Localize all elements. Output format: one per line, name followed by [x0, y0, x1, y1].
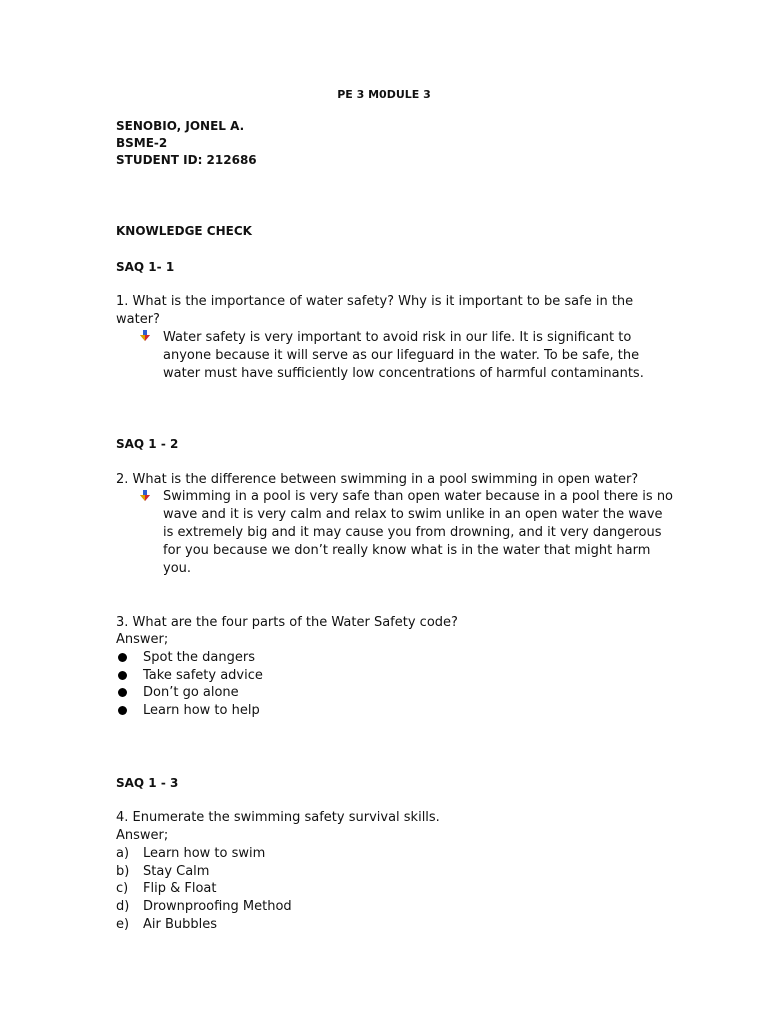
saq2-heading: SAQ 1 - 2 [116, 437, 179, 451]
survival-skill-item: Learn how to swim [143, 846, 266, 861]
answer-2 [163, 488, 674, 578]
survival-skill-item: Flip & Float [143, 881, 217, 896]
question-3-answer-label: Answer; [116, 632, 169, 647]
question-4: 4. Enumerate the swimming safety survival skills. [116, 810, 440, 825]
question-3: 3. What are the four parts of the Water Safety code? [116, 615, 458, 630]
water-safety-code-item: Take safety advice [143, 668, 263, 683]
arrow-bullet-icon [139, 490, 151, 502]
water-safety-code-item: Learn how to help [143, 703, 260, 718]
answer-2-line: for you because we don’t really know what is in the water that might harm [163, 543, 651, 558]
section-heading: KNOWLEDGE CHECK [116, 224, 252, 238]
survival-skill-item: Drownproofing Method [143, 899, 292, 914]
answer-1-line: Water safety is very important to avoid risk in our life. It is significant to [163, 330, 632, 345]
list-letter: b) [116, 864, 130, 879]
answer-1-line: anyone because it will serve as our lifeguard in the water. To be safe, the [163, 348, 640, 363]
list-letter: c) [116, 881, 129, 896]
saq1-heading: SAQ 1- 1 [116, 260, 175, 274]
student-id: STUDENT ID: 212686 [116, 153, 257, 167]
answer-2-line: wave and it is very calm and relax to swim unlike in an open water the wave [163, 507, 663, 522]
list-letter: d) [116, 899, 130, 914]
survival-skill-item: Stay Calm [143, 864, 210, 879]
document-title: PE 3 M0DULE 3 [337, 88, 431, 101]
filled-circle-bullet-icon [118, 706, 127, 715]
student-course: BSME-2 [116, 136, 168, 150]
filled-circle-bullet-icon [118, 653, 127, 662]
question-1-line1: 1. What is the importance of water safety? Why is it important to be safe in the [116, 294, 634, 309]
question-2: 2. What is the difference between swimming in a pool swimming in open water? [116, 472, 639, 487]
student-name: SENOBIO, JONEL A. [116, 119, 245, 133]
list-letter: a) [116, 846, 130, 861]
answer-1-line: water must have sufficiently low concentrations of harmful contaminants. [163, 366, 644, 381]
water-safety-code-item: Don’t go alone [143, 685, 239, 700]
question-4-answer-label: Answer; [116, 828, 169, 843]
saq3-heading: SAQ 1 - 3 [116, 776, 179, 790]
answer-2-line: you. [163, 561, 192, 576]
answer-1 [163, 329, 663, 383]
answer-2-line: Swimming in a pool is very safe than open water because in a pool there is no [163, 489, 674, 504]
survival-skill-item: Air Bubbles [143, 917, 218, 932]
list-letter: e) [116, 917, 130, 932]
arrow-bullet-icon [139, 330, 151, 342]
question-1-line2: water? [116, 312, 160, 327]
filled-circle-bullet-icon [118, 671, 127, 680]
answer-2-line: is extremely big and it may cause you from drowning, and it very dangerous [163, 525, 662, 540]
water-safety-code-item: Spot the dangers [143, 650, 255, 665]
filled-circle-bullet-icon [118, 688, 127, 697]
